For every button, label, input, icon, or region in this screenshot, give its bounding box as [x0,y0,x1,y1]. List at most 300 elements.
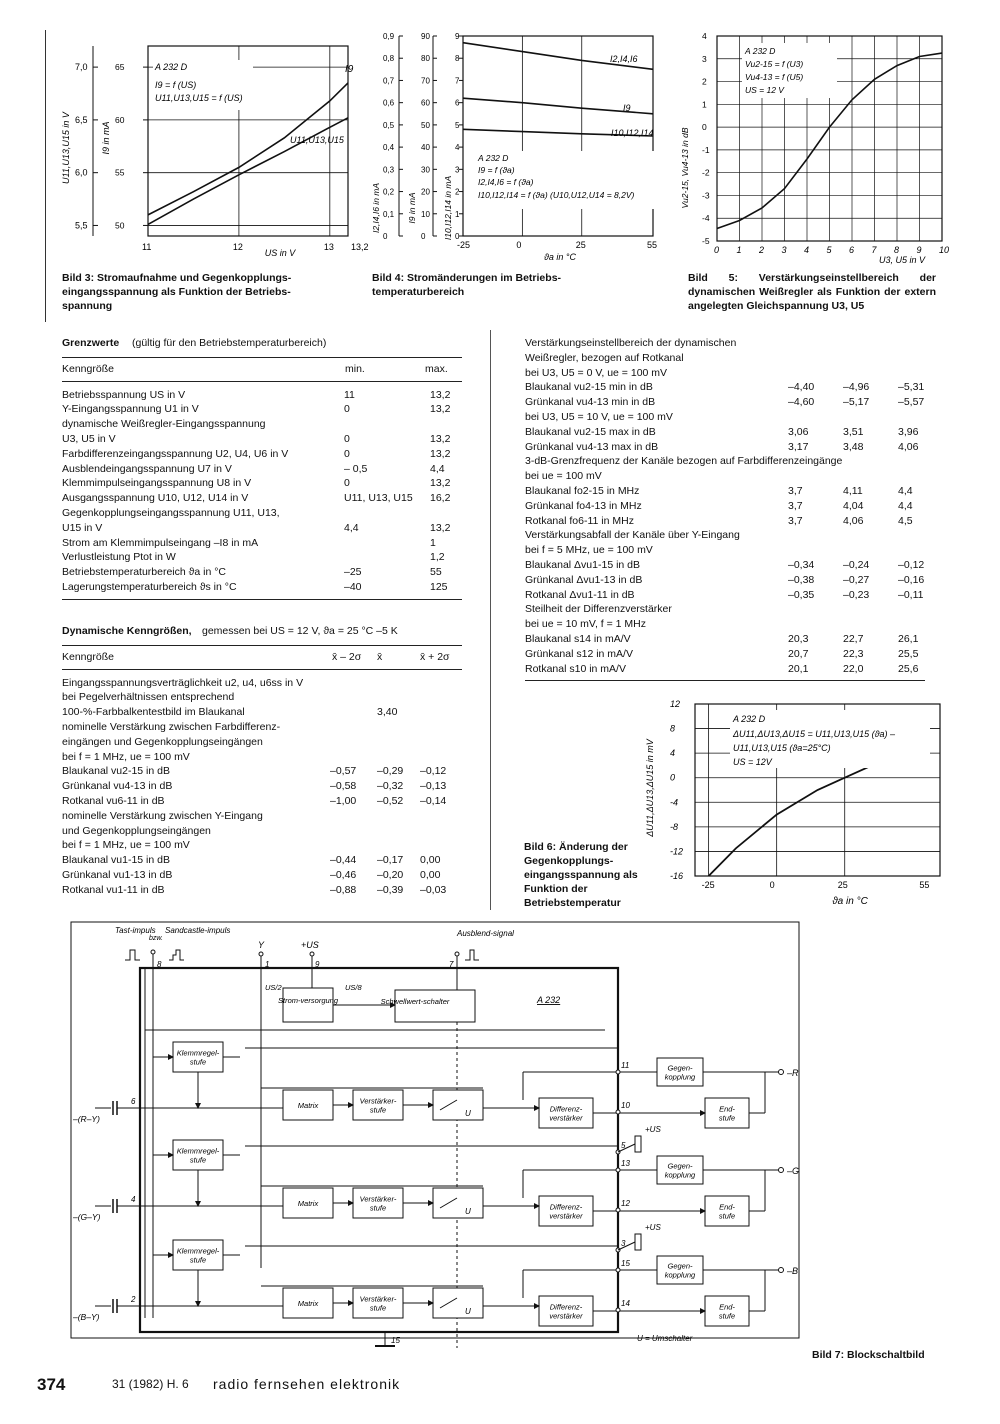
table-cell: –25 [344,566,362,579]
block-label: Schwellwert-schalter [380,997,450,1006]
bild6-caption: Bild 6: Änderung der Gegenkopplungs-eingangsspannung als Funktion der Betriebstemperatur [524,841,638,909]
svg-text:0,1: 0,1 [383,209,395,219]
table-cell: bei f = 1 MHz, ue = 100 mV [62,839,190,852]
table-cell: –5,17 [843,396,870,409]
svg-text:Gegen-: Gegen- [667,1063,693,1073]
table-cell: Steilheit der Differenzverstärker [525,603,672,616]
table-cell: –0,44 [330,854,357,867]
svg-text:Klemmregel-: Klemmregel- [176,1048,220,1058]
svg-text:0,2: 0,2 [383,187,395,197]
table-cell: 13,2 [430,432,451,445]
table-cell: 4,06 [898,440,919,453]
box-line: US = 12V [733,757,772,767]
table-cell: 3,7 [788,514,803,527]
svg-text:13,2: 13,2 [351,242,369,252]
table-row [525,469,945,484]
svg-text:4: 4 [455,143,460,153]
table-cell: bei ue = 10 mV, f = 1 MHz [525,618,647,631]
table-row [62,735,462,750]
svg-text:6: 6 [131,1097,136,1106]
svg-text:80: 80 [421,54,430,64]
table-cell: –0,11 [898,588,924,601]
table-cell: 16,2 [430,492,451,505]
table-row [62,476,462,491]
table-cell: Y-Eingangsspannung U1 in V [62,403,199,416]
svg-text:Matrix: Matrix [297,1199,319,1208]
table-row [525,662,945,677]
svg-text:55: 55 [919,880,930,890]
svg-text:-1: -1 [702,144,710,155]
pulse-icon [125,950,140,960]
svg-text:6: 6 [455,98,460,108]
svg-text:3: 3 [455,165,460,175]
label: US/2 [265,983,282,992]
svg-text:8: 8 [455,54,460,64]
table-cell: Betriebstemperaturbereich ϑa in °C [62,566,227,579]
svg-text:-4: -4 [670,797,679,808]
table-cell: 3,17 [788,440,809,453]
table-cell: –0,35 [788,588,815,601]
x-axis-label: U3, U5 in V [878,255,926,265]
block-label: Strom-versorgung [277,996,339,1005]
svg-text:+US: +US [645,1223,661,1232]
table-cell: –0,39 [377,883,404,896]
svg-text:Verstärker-: Verstärker- [359,1194,397,1204]
table-cell: U15 in V [62,521,103,534]
svg-text:2: 2 [131,1295,136,1304]
table-cell: und Gegenkopplungseingängen [62,824,211,837]
umschalter-block [433,1188,483,1218]
col-header: Kenngröße [62,650,114,663]
table-row [525,366,945,381]
svg-text:90: 90 [421,32,430,41]
box-line: Vu4-13 = f (U5) [745,72,804,82]
table-cell: Rotkanal vu1-11 in dB [62,883,165,896]
table-row [62,705,462,720]
table-cell: –0,52 [377,794,404,807]
pin-label: 15 [621,1259,630,1268]
table-cell: Grünkanal vu1-13 in dB [62,868,173,881]
y-label: I2,I4,I6 in mA [371,182,381,234]
table-cell: 11 [344,388,355,401]
table-cell: 20,7 [788,647,809,660]
table-row [62,750,462,765]
box-line: U11,U13,U15 = f (US) [155,93,243,103]
table-cell: 4,5 [898,514,913,527]
table-cell: –0,12 [898,558,925,571]
table-cell: –40 [344,580,362,593]
table-row [62,462,462,477]
box-line: A 232 D [478,153,509,163]
table-row [525,573,945,588]
table-cell: 13,2 [430,477,451,490]
table-cell: 3,51 [843,425,864,438]
margin-line [45,30,46,322]
table-cell: Grünkanal Δvu1-13 in dB [525,573,643,586]
table-cell: 4,4 [898,499,913,512]
svg-text:6,0: 6,0 [75,167,88,178]
svg-text:5: 5 [826,245,832,255]
svg-text:20: 20 [421,187,430,197]
table-cell: 1 [430,536,436,549]
table-cell: 4,4 [344,521,359,534]
table-row [62,868,462,883]
table-cell: bei U3, U5 = 0 V, ue = 100 mV [525,366,668,379]
svg-text:-8: -8 [670,821,679,832]
curve-label: I10,I12,I14 [611,128,654,138]
svg-text:9: 9 [916,245,922,255]
col-header: x̄ [377,650,383,663]
table-cell: Blaukanal vu2-15 in dB [62,765,170,778]
table-cell: 4,4 [430,462,445,475]
table-row [62,491,462,506]
signal-label: Tast-impuls [115,926,156,935]
table-cell: Farbdifferenzeingangsspannung U2, U4, U6 in V [62,447,289,460]
schwellwert-block [395,990,475,1022]
table-cell: 4,06 [843,514,864,527]
svg-text:0,8: 0,8 [383,54,395,64]
svg-text:3: 3 [702,53,707,64]
table-row [525,558,945,573]
table-row [62,794,462,809]
svg-text:50: 50 [115,220,125,231]
svg-text:6: 6 [849,245,855,255]
potentiometer [635,1136,641,1152]
svg-text:7: 7 [455,76,460,86]
svg-text:2: 2 [759,245,765,255]
box-line: I9 = f (US) [155,80,197,90]
bild5-caption: Bild 5: Verstärkungseinstellbereich der dynamischen Weißregler als Funktion der extern angelegten Gleichspannung U3, U5 [688,272,936,312]
table-cell: 0,00 [420,854,441,867]
sandcastle-icon [169,950,184,960]
table-cell: Blaukanal vu1-15 in dB [62,854,170,867]
output-label: –R [787,1068,799,1078]
table-row [62,550,462,565]
svg-text:9: 9 [455,32,460,41]
table-cell: –0,32 [377,780,404,793]
column-rule [490,330,491,910]
svg-text:Matrix: Matrix [297,1299,319,1308]
table-row [62,720,462,735]
svg-text:0: 0 [702,122,707,133]
table-row [62,690,462,705]
svg-text:1: 1 [702,99,707,110]
svg-text:Differenz-: Differenz- [549,1104,583,1114]
table-cell: 1,2 [430,551,445,564]
y-axis-label: ΔU11,ΔU13,ΔU15 in mV [645,739,655,837]
table-row [62,388,462,403]
table-cell: 13,2 [430,403,451,416]
pin-label: 8 [157,960,162,969]
table-cell: 3,06 [788,425,809,438]
svg-text:0,5: 0,5 [383,120,395,130]
svg-text:verstärker: verstärker [549,1211,583,1221]
table-subtitle: (gültig für den Betriebstemperaturbereich) [132,337,327,349]
svg-text:stufe: stufe [189,1155,207,1165]
table-row [525,528,945,543]
table-row [525,647,945,662]
box-line: A 232 D [733,714,766,724]
table-row [62,779,462,794]
box-line: ΔU11,ΔU13,ΔU15 = U11,U13,U15 (ϑa) – [733,729,896,739]
table-row [62,417,462,432]
series-line [148,118,348,225]
svg-text:0: 0 [516,240,522,250]
svg-text:0: 0 [769,880,775,890]
box-line: US = 12 V [745,85,784,95]
pin-label: 11 [621,1061,630,1070]
svg-text:2: 2 [455,187,460,197]
table-cell: 22,3 [843,647,864,660]
pin-label: 12 [621,1199,630,1208]
table-cell: Weißregler, bezogen auf Rotkanal [525,351,684,364]
svg-text:60: 60 [115,114,125,125]
svg-text:0,4: 0,4 [383,143,395,153]
table-title: Dynamische Kenngrößen, [62,625,192,637]
table-row [62,536,462,551]
svg-text:70: 70 [421,76,430,86]
bild7-caption: Bild 7: Blockschaltbild [812,1349,925,1361]
table-cell: U3, U5 in V [62,432,116,445]
svg-text:30: 30 [421,165,430,175]
svg-text:+US: +US [645,1125,661,1134]
table-cell: bei f = 5 MHz, ue = 100 mV [525,544,653,557]
table-cell: Betriebsspannung US in V [62,388,186,401]
svg-text:End-: End- [719,1202,735,1212]
table-cell: –0,34 [788,558,815,571]
svg-text:Verstärker-: Verstärker- [359,1294,397,1304]
svg-text:U: U [465,1109,471,1118]
output-label: –B [787,1266,799,1276]
svg-text:0,6: 0,6 [383,98,395,108]
svg-text:0: 0 [455,232,460,241]
table-cell: 13,2 [430,521,451,534]
x-axis-label: US in V [264,248,296,258]
svg-text:8: 8 [670,723,676,734]
table-cell: –0,29 [377,765,404,778]
svg-text:7,0: 7,0 [75,62,88,73]
box-line: A 232 D [155,62,188,72]
table-cell: Strom am Klemmimpulseingang –I8 in mA [62,536,259,549]
box-line: Vu2-15 = f (U3) [745,59,804,69]
table-row [62,676,462,691]
table-row [525,454,945,469]
table-cell: 3-dB-Grenzfrequenz der Kanäle bezogen auf Farbdifferenzeingänge [525,455,843,468]
pin-label: 5 [621,1141,626,1150]
table-row [525,351,945,366]
svg-text:40: 40 [421,143,430,153]
table-cell: –0,03 [420,883,447,896]
svg-text:stufe: stufe [718,1211,736,1221]
signal-label: Y [258,940,265,950]
svg-text:4: 4 [131,1195,136,1204]
pin-label: 7 [449,960,454,969]
table-row [62,809,462,824]
table-cell: –0,16 [898,573,925,586]
table-cell: Blaukanal s14 in mA/V [525,632,631,645]
table-cell: Grünkanal fo4-13 in MHz [525,499,642,512]
table-cell: dynamische Weißregler-Eingangsspannung [62,418,266,431]
label: US/8 [345,983,362,992]
svg-text:0: 0 [670,772,676,783]
curve-label: U11,U13,U15 [290,135,344,145]
table-cell: –0,27 [843,573,870,586]
table-cell: 3,7 [788,484,803,497]
table-cell: –0,88 [330,883,357,896]
svg-text:verstärker: verstärker [549,1311,583,1321]
svg-text:12: 12 [670,699,681,709]
chip-label: A 232 [537,995,561,1005]
svg-text:10: 10 [421,209,430,219]
svg-text:-12: -12 [670,846,684,857]
table-row [62,883,462,898]
svg-text:0: 0 [714,245,720,255]
table-cell: –0,20 [377,868,404,881]
table-cell: U11, U13, U15 [344,492,413,505]
svg-text:Differenz-: Differenz- [549,1302,583,1312]
svg-text:6,5: 6,5 [75,114,88,125]
svg-text:-3: -3 [702,190,710,201]
svg-text:4: 4 [702,31,707,41]
table-cell: bei U3, U5 = 10 V, ue = 100 mV [525,410,673,423]
bild4-caption: Bild 4: Stromänderungen im Betriebs-temperaturbereich [372,272,562,298]
stromversorgung-block [283,988,333,1022]
svg-text:stufe: stufe [189,1255,207,1265]
table-cell: –4,60 [788,396,815,409]
col-header: max. [425,362,448,375]
table-row [525,543,945,558]
table-row [525,499,945,514]
table-cell: Blaukanal Δvu1-15 in dB [525,558,641,571]
signal-label: +US [301,940,319,950]
table-cell: 100-%-Farbbalkentestbild im Blaukanal [62,706,245,719]
table-cell: 20,3 [788,632,809,645]
table-row [525,380,945,395]
table-cell: 22,7 [843,632,864,645]
y-label: I9 in mA [407,192,417,224]
curve-label: I2,I4,I6 [610,54,638,64]
bild5-chart [672,28,962,268]
table-cell: Grünkanal vu4-13 min in dB [525,396,656,409]
table-cell: – 0,5 [344,462,368,475]
table-cell: 125 [430,580,448,593]
svg-text:stufe: stufe [718,1311,736,1321]
svg-text:U: U [465,1307,471,1316]
curve-label: I9 [623,103,631,113]
svg-text:7: 7 [871,245,877,255]
bild4-chart [365,28,665,268]
svg-text:12: 12 [232,242,243,252]
svg-text:Matrix: Matrix [297,1101,319,1110]
table-cell: Verstärkungseinstellbereich der dynamischen [525,337,737,349]
svg-text:Differenz-: Differenz- [549,1202,583,1212]
legend: U = Umschalter [637,1334,693,1343]
table-cell: Verlustleistung Ptot in W [62,551,176,564]
table-cell: Rotkanal vu6-11 in dB [62,794,165,807]
svg-text:stufe: stufe [369,1203,387,1213]
table-row [525,395,945,410]
svg-text:55: 55 [647,240,658,250]
block-diagram [65,918,955,1363]
svg-text:Verstärker-: Verstärker- [359,1096,397,1106]
table-cell: –1,00 [330,794,357,807]
svg-text:kopplung: kopplung [664,1072,696,1082]
table-row [62,447,462,462]
svg-text:8: 8 [894,245,900,255]
issue: 31 (1982) H. 6 [112,1377,189,1391]
svg-text:stufe: stufe [718,1113,736,1123]
svg-text:End-: End- [719,1302,735,1312]
svg-text:1: 1 [455,209,460,219]
table-cell: 25,5 [898,647,919,660]
table-cell: –0,13 [420,780,447,793]
bild3-caption: Bild 3: Stromaufnahme und Gegenkopplungs-eingangsspannung als Funktion der Betriebs-spannung [62,272,292,312]
svg-text:4: 4 [804,245,810,255]
table-cell: 22,0 [843,662,864,675]
rechts-table [525,336,945,681]
table-row [525,602,945,617]
table-cell: Grünkanal vu4-13 max in dB [525,440,659,453]
table-cell: Blaukanal vu2-15 max in dB [525,425,656,438]
table-row [62,580,462,595]
table-cell: –4,40 [788,381,815,394]
table-cell: –0,17 [377,854,404,867]
table-row [62,565,462,580]
svg-text:U: U [465,1207,471,1216]
table-cell: 0 [344,447,350,460]
table-cell: –0,14 [420,794,447,807]
table-cell: 26,1 [898,632,919,645]
table-cell: Gegenkopplungseingangsspannung U11, U13, [62,506,280,519]
table-row [525,336,945,351]
table-cell: –0,24 [843,558,870,571]
table-cell: 20,1 [788,662,809,675]
table-row [525,440,945,455]
svg-text:verstärker: verstärker [549,1113,583,1123]
table-cell: –4,96 [843,381,870,394]
svg-text:kopplung: kopplung [664,1170,696,1180]
x-axis-label: ϑa in °C [832,896,868,907]
table-row [525,617,945,632]
table-row [62,402,462,417]
table-cell: 0 [344,477,350,490]
table-row [525,425,945,440]
table-cell: 13,2 [430,447,451,460]
table-row [525,410,945,425]
table-cell: –0,57 [330,765,357,778]
col-header: Kenngröße [62,362,114,375]
table-cell: bei ue = 100 mV [525,470,602,483]
table-cell: bei f = 1 MHz, ue = 100 mV [62,750,190,763]
table-row [62,432,462,447]
table-row [62,853,462,868]
dynamisch-table [62,624,462,898]
table-row [62,838,462,853]
svg-text:Klemmregel-: Klemmregel- [176,1246,220,1256]
table-cell: 3,48 [843,440,864,453]
table-cell: Lagerungstemperaturbereich ϑs in °C [62,580,237,593]
table-cell: 4,04 [843,499,864,512]
signal-label: bzw. [149,935,164,942]
pin-label: 10 [621,1101,630,1110]
svg-text:25: 25 [837,880,848,890]
svg-text:50: 50 [421,120,430,130]
x-axis-label: ϑa in °C [543,252,577,262]
table-cell: Klemmimpulseingangsspannung U8 in V [62,477,252,490]
svg-text:-2: -2 [702,167,710,178]
table-cell: 3,7 [788,499,803,512]
col-header: x̄ + 2σ [420,650,450,663]
